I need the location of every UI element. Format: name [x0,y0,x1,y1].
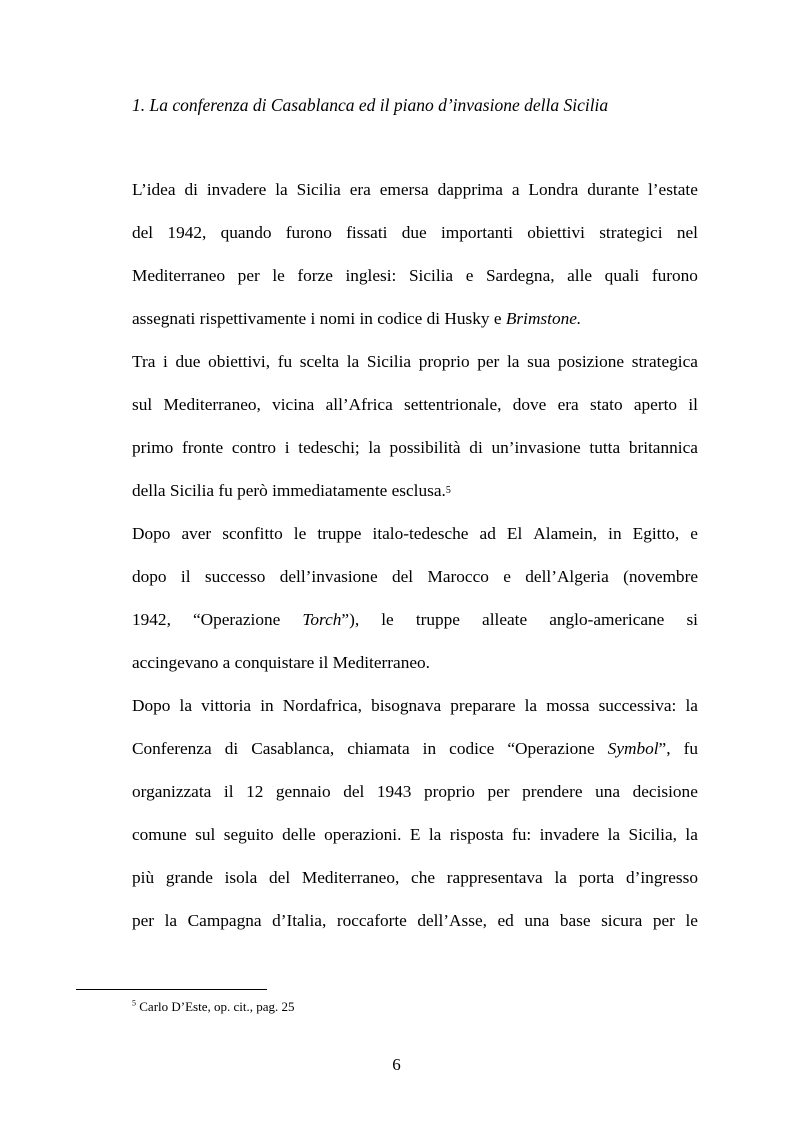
word: 1943 [376,782,412,801]
text-run: accingevano a conquistare il Mediterraneo. [132,653,430,672]
footnote-separator [76,989,267,990]
word: fu: [511,825,532,844]
text-run: della Sicilia fu però immediatamente esclusa. [132,481,446,500]
text-line [132,899,698,942]
text-line [132,426,698,469]
word: rappresentava [446,868,543,887]
text-line: della Sicilia fu però immediatamente esclusa. 5 [132,469,698,512]
word: il [223,782,234,801]
word: i [163,352,168,371]
paragraph [132,340,698,512]
word: Mediterraneo [132,266,226,285]
word: posizione [557,352,625,371]
word: isola [224,868,258,887]
word: dapprima [437,180,503,199]
word: scelta [299,352,340,371]
word: il [688,395,698,414]
section-heading: 1. La conferenza di Casablanca ed il piano d’invasione della Sicilia [132,95,609,115]
word: Sicilia [296,180,341,199]
word: e [690,524,698,543]
word: dell’Algeria [525,567,609,586]
word: dove [512,395,547,414]
word: base [559,911,591,930]
word: invadere [539,825,600,844]
word: stato [589,395,623,414]
word: Sardegna, [485,266,555,285]
word: preparare [450,696,516,715]
word: la [685,825,698,844]
word: durante [587,180,640,199]
word: del [269,868,291,887]
text-line [132,254,698,297]
word: grande [165,868,213,887]
word: e [465,266,474,285]
word: codice [449,739,495,758]
word: del [343,782,365,801]
word: fu [683,739,698,758]
word: Egitto, [632,524,680,543]
word: in [608,524,622,543]
word: la [554,868,567,887]
word: settentrionale, [404,395,502,414]
word: gennaio [275,782,331,801]
word: E [409,825,421,844]
word: aver [181,524,212,543]
word: il [180,567,191,586]
word: 1942, [167,223,207,242]
word: Nordafrica, [282,696,362,715]
word: per [487,782,510,801]
page-number: 6 [392,1055,401,1074]
word: la [607,825,621,844]
word: (novembre [623,567,698,586]
word: due [175,352,201,371]
word: e [503,567,511,586]
word: Dopo [132,524,171,543]
word: importanti [440,223,513,242]
word: Mediterraneo, [163,395,261,414]
word: alleate [482,610,528,629]
word: seguito [223,825,274,844]
word: 12 [246,782,264,801]
word: organizzata [132,782,212,801]
word: successo [204,567,266,586]
word: primo [132,438,174,457]
word: proprio [418,352,470,371]
word: del [391,567,414,586]
word: inglesi: [345,266,397,285]
word: porta [578,868,615,887]
word: che [411,868,436,887]
text-line [132,168,698,211]
word: nel [676,223,698,242]
word: mossa [546,696,590,715]
word: la [346,352,360,371]
word: Tra [132,352,156,371]
word: Dopo [132,696,171,715]
word: forze [297,266,333,285]
word: per [237,266,260,285]
word: l’estate [647,180,698,199]
text-line [132,813,698,856]
word: in [422,739,437,758]
paragraph [132,512,698,684]
text-line [132,383,698,426]
word: vittoria [201,696,252,715]
word: invadere [206,180,267,199]
paragraph [132,684,698,942]
word: un’invasione [491,438,581,457]
word: anglo-americane [549,610,665,629]
word: contro [231,438,277,457]
text-run: Brimstone. [505,309,582,328]
word: fronte [181,438,224,457]
word: sicura [601,911,643,930]
word: era [349,180,371,199]
word: Mediterraneo, [301,868,400,887]
text-line [132,297,698,340]
word: due [401,223,427,242]
word: decisione [632,782,698,801]
word: furono [285,223,332,242]
word: la [368,438,381,457]
word: la [179,696,193,715]
word: dell’Asse, [417,911,487,930]
text-run: assegnati rispettivamente i nomi in codice di Husky e [132,309,506,328]
text-line [132,340,698,383]
word: El [506,524,523,543]
word: tutta [589,438,621,457]
word: italo-tedesche [372,524,469,543]
text-line [132,641,698,684]
word: le [293,524,307,543]
body-text [132,168,698,942]
word: risposta [449,825,504,844]
word: sconfitto [222,524,283,543]
word: possibilità [389,438,461,457]
word: di [469,438,483,457]
word: successiva: [598,696,677,715]
word: Londra [528,180,579,199]
word: truppe [415,610,460,629]
word: strategica [631,352,698,371]
word: “Operazione [507,739,595,758]
word: una [524,911,550,930]
word: la [506,352,520,371]
word: ed [497,911,514,930]
word: fissati [346,223,388,242]
word: Alamein, [533,524,598,543]
word: Sicilia, [628,825,677,844]
word: del [132,223,154,242]
word: d’ingresso [625,868,698,887]
word: in [260,696,274,715]
word: la [428,825,442,844]
word: le [381,610,394,629]
word: proprio [424,782,475,801]
word: comune [132,825,187,844]
text-line [132,512,698,555]
word: dell’invasione [279,567,378,586]
word: quali [604,266,640,285]
word: d’Italia, [272,911,327,930]
text-line [132,555,698,598]
word: 1942, [132,610,171,629]
footnote-marker: 5 [132,998,136,1008]
word: la [524,696,538,715]
text-line [132,770,698,813]
word: truppe [317,524,362,543]
word: di [224,739,239,758]
word: di [184,180,198,199]
word: britannica [628,438,698,457]
word: delle [282,825,316,844]
text-line [132,684,698,727]
word: le [685,911,698,930]
word: aperto [633,395,678,414]
word: strategici [599,223,663,242]
word: la [685,696,698,715]
word: la [164,911,178,930]
text-line [132,211,698,254]
word: per [652,911,675,930]
word: più [132,868,155,887]
footnote-text: Carlo D’Este, op. cit., pag. 25 [136,999,295,1014]
word: sul [132,395,153,414]
word: era [557,395,579,414]
word: i [284,438,290,457]
word: emersa [379,180,429,199]
word: sul [195,825,216,844]
word: tedeschi; [298,438,360,457]
word: quando [220,223,272,242]
word: Torch”), [302,610,360,629]
word: all’Africa [325,395,393,414]
text-line [132,598,698,641]
word: Sicilia [366,352,412,371]
word: Sicilia [408,266,454,285]
word: roccaforte [336,911,407,930]
word: le [272,266,285,285]
word: si [686,610,698,629]
word: per [132,911,155,930]
word: prendere [522,782,583,801]
paragraph [132,168,698,340]
text-line [132,727,698,770]
word: operazioni. [324,825,402,844]
word: Casablanca, [251,739,335,758]
word: furono [651,266,698,285]
word: una [595,782,621,801]
word: Conferenza [132,739,212,758]
word: sua [527,352,551,371]
word: fu [277,352,293,371]
word: Symbol”, [607,739,671,758]
word: ad [479,524,496,543]
word: obiettivi [527,223,585,242]
text-line [132,856,698,899]
word: Campagna [187,911,262,930]
word: L’idea [132,180,176,199]
word: obiettivi, [208,352,271,371]
word: la [275,180,288,199]
word: alle [567,266,593,285]
footnote [132,999,295,1015]
word: chiamata [347,739,410,758]
word: a [511,180,520,199]
word: vicina [272,395,315,414]
word: “Operazione [192,610,281,629]
word: bisognava [371,696,442,715]
word: dopo [132,567,167,586]
word: per [477,352,500,371]
word: Marocco [427,567,489,586]
